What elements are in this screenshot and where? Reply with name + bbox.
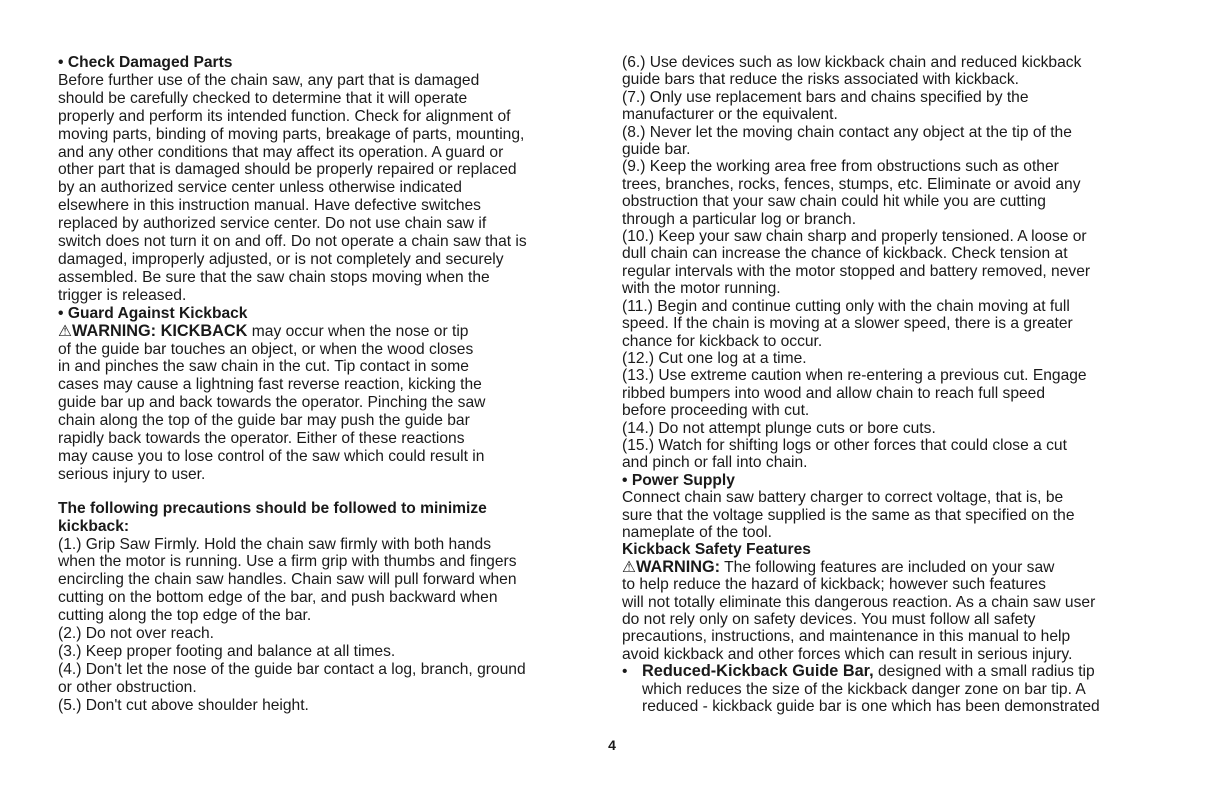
text-line: ribbed bumpers into wood and allow chain to reach full speed — [622, 384, 1046, 402]
text-line: guide bars that reduce the risks associated with kickback. — [622, 71, 1019, 89]
text-line: guide bar up and back towards the operator. Pinching the saw — [58, 394, 486, 412]
text-line: cutting along the top edge of the bar. — [58, 607, 312, 625]
item-first-line — [642, 663, 1172, 680]
item-text: designed with a small radius tip — [873, 663, 1095, 681]
text-line: precautions, instructions, and maintenance in this manual to help — [622, 628, 1071, 646]
precautions-continued — [622, 54, 1172, 472]
text-line: with the motor running. — [622, 280, 781, 298]
text-line: before proceeding with cut. — [622, 402, 810, 420]
text-line: by an authorized service center unless otherwise indicated — [58, 179, 462, 197]
text-line: (10.) Keep your saw chain sharp and properly tensioned. A loose or — [622, 228, 1087, 246]
precautions-heading: The following precautions should be followed to minimize — [58, 499, 487, 517]
heading-text: Check Damaged Parts — [67, 54, 233, 71]
text-line: when the motor is running. Use a firm grip with thumbs and fingers — [58, 553, 517, 571]
text-line: (3.) Keep proper footing and balance at all times. — [58, 643, 396, 660]
text-line: reduced - kickback guide bar is one which has been demonstrated — [642, 698, 1100, 716]
text-line: in and pinches the saw chain in the cut. Tip contact in some — [58, 358, 469, 376]
warning-label: WARNING: KICKBACK — [71, 321, 248, 340]
bullet: • — [622, 471, 628, 489]
text-line: (2.) Do not over reach. — [58, 625, 215, 643]
warning-text: may occur when the nose or tip — [247, 322, 469, 340]
text-line: guide bar. — [622, 141, 691, 159]
text-line: trees, branches, rocks, fences, stumps, etc. Eliminate or avoid any — [622, 175, 1081, 193]
text-line: replaced by authorized service center. Do not use chain saw if — [58, 215, 487, 233]
text-line: (4.) Don't let the nose of the guide bar contact a log, branch, ground — [58, 660, 526, 678]
text-line: dull chain can increase the chance of kickback. Check tension at — [622, 245, 1068, 263]
page-number: 4 — [608, 737, 616, 753]
text-line: or other obstruction. — [58, 678, 197, 696]
check-damaged-parts-section — [58, 54, 606, 305]
bullet: • — [58, 54, 64, 71]
section-heading — [622, 472, 1172, 489]
text-line: (8.) Never let the moving chain contact any object at the tip of the — [622, 123, 1072, 141]
text-line: (7.) Only use replacement bars and chains specified by the — [622, 88, 1029, 106]
text-line: chain along the top of the guide bar may push the guide bar — [58, 412, 470, 430]
bullet: • — [622, 663, 628, 681]
text-line: through a particular log or branch. — [622, 210, 857, 228]
text-line: and pinch or fall into chain. — [622, 454, 808, 472]
text-line: Before further use of the chain saw, any part that is damaged — [58, 71, 480, 89]
warning-triangle-icon: ⚠ — [58, 322, 72, 340]
precautions-section — [58, 500, 606, 715]
text-line: moving parts, binding of moving parts, breakage of parts, mounting, — [58, 125, 525, 143]
right-column — [622, 54, 1172, 715]
section-heading — [58, 54, 606, 72]
section-heading: Kickback Safety Features — [622, 541, 811, 559]
text-line: cutting on the bottom edge of the bar, and push backward when — [58, 589, 498, 607]
text-line: nameplate of the tool. — [622, 523, 772, 541]
heading-text: Power Supply — [631, 471, 735, 489]
text-line: (1.) Grip Saw Firmly. Hold the chain saw firmly with both hands — [58, 535, 492, 553]
text-line: do not rely only on safety devices. You must follow all safety — [622, 611, 1036, 628]
text-line: (14.) Do not attempt plunge cuts or bore cuts. — [622, 419, 936, 437]
text-line: will not totally eliminate this dangerous reaction. As a chain saw user — [622, 593, 1096, 611]
text-line: sure that the voltage supplied is the same as that specified on the — [622, 506, 1075, 524]
text-line: (9.) Keep the working area free from obstructions such as other — [622, 158, 1059, 176]
text-line: elsewhere in this instruction manual. Have defective switches — [58, 197, 481, 215]
text-line: rapidly back towards the operator. Either of these reactions — [58, 430, 465, 448]
text-line: trigger is released. — [58, 286, 187, 304]
text-line: which reduces the size of the kickback danger zone on bar tip. A — [642, 680, 1086, 698]
power-supply-section — [622, 472, 1172, 542]
text-line: cases may cause a lightning fast reverse reaction, kicking the — [58, 376, 482, 394]
text-line: may cause you to lose control of the saw which could result in — [58, 447, 485, 465]
left-column — [58, 54, 606, 715]
item-label: Reduced-Kickback Guide Bar, — [642, 662, 874, 681]
text-line: (13.) Use extreme caution when re-entering a previous cut. Engage — [622, 367, 1087, 385]
text-line: (15.) Watch for shifting logs or other forces that could close a cut — [622, 436, 1067, 454]
text-line: (12.) Cut one log at a time. — [622, 349, 807, 367]
section-heading — [58, 305, 606, 323]
text-line: manufacturer or the equivalent. — [622, 106, 838, 124]
text-line: (5.) Don't cut above shoulder height. — [58, 696, 309, 714]
guard-against-kickback-section — [58, 305, 606, 484]
text-line: (6.) Use devices such as low kickback chain and reduced kickback — [622, 54, 1082, 71]
text-line: and any other conditions that may affect its operation. A guard or — [58, 143, 504, 161]
text-line: speed. If the chain is moving at a slower speed, there is a greater — [622, 315, 1073, 333]
text-line: Connect chain saw battery charger to correct voltage, that is, be — [622, 489, 1064, 507]
warning-label: WARNING: — [635, 557, 721, 576]
text-line: assembled. Be sure that the saw chain stops moving when the — [58, 268, 490, 286]
text-line: of the guide bar touches an object, or when the wood closes — [58, 340, 474, 358]
warning-line — [622, 559, 1172, 576]
kickback-safety-features-section — [622, 541, 1172, 715]
spacer — [58, 484, 606, 500]
reduced-kickback-bullet-item — [622, 663, 1172, 715]
text-line: damaged, improperly adjusted, or is not completely and securely — [58, 250, 504, 268]
text-line: to help reduce the hazard of kickback; however such features — [622, 576, 1046, 594]
text-line: properly and perform its intended function. Check for alignment of — [58, 107, 511, 125]
text-line: should be carefully checked to determine that it will operate — [58, 89, 468, 107]
warning-triangle-icon: ⚠ — [622, 558, 636, 576]
warning-text: The following features are included on your saw — [720, 558, 1055, 576]
text-line: regular intervals with the motor stopped and battery removed, never — [622, 262, 1091, 280]
text-line: chance for kickback to occur. — [622, 332, 823, 350]
text-line: avoid kickback and other forces which can result in serious injury. — [622, 645, 1073, 663]
heading-text: Guard Against Kickback — [67, 304, 248, 322]
warning-line — [58, 323, 606, 341]
text-line: other part that is damaged should be properly repaired or replaced — [58, 161, 517, 179]
text-line: switch does not turn it on and off. Do not operate a chain saw that is — [58, 233, 527, 251]
text-line: (11.) Begin and continue cutting only with the chain moving at full — [622, 297, 1070, 315]
text-line: serious injury to user. — [58, 465, 206, 483]
text-line: encircling the chain saw handles. Chain saw will pull forward when — [58, 571, 517, 589]
text-line: obstruction that your saw chain could hit while you are cutting — [622, 193, 1046, 211]
precautions-heading-cont: kickback: — [58, 517, 130, 535]
bullet: • — [58, 304, 64, 322]
